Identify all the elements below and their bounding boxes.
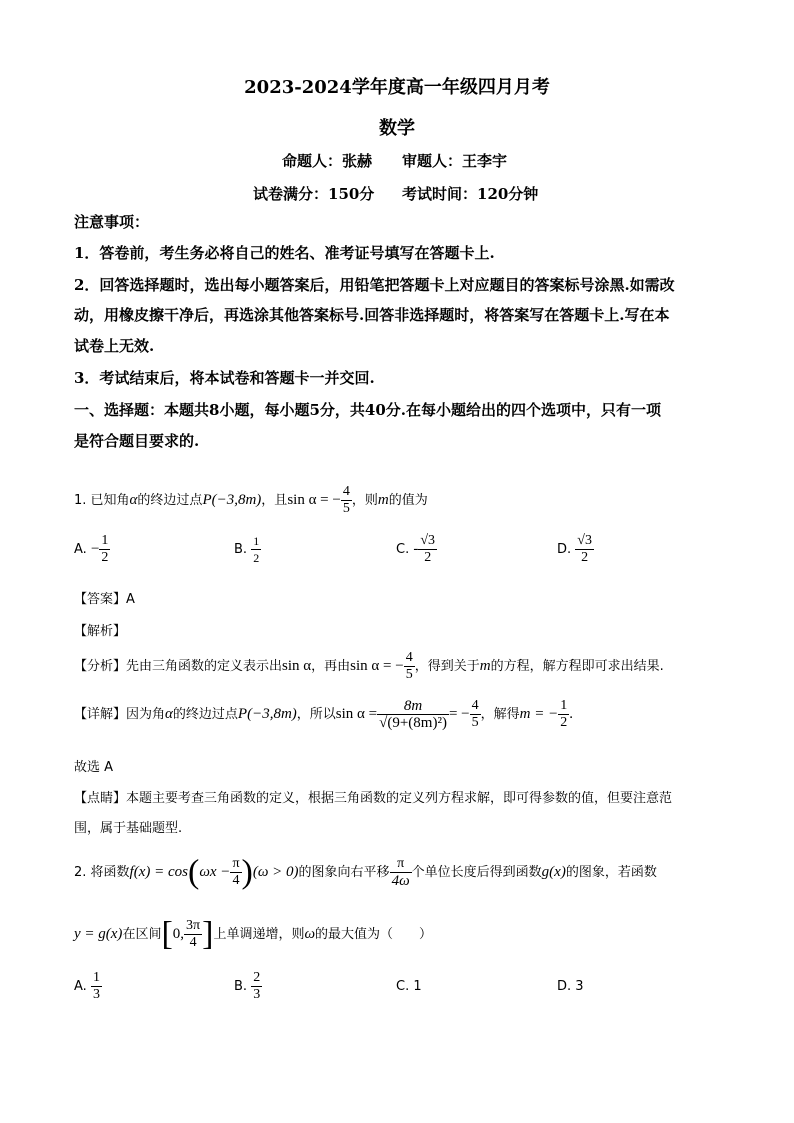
dianjing-tag: 【点睛】 bbox=[74, 791, 127, 806]
q2-option-b-den: 3 bbox=[253, 987, 261, 1002]
q1-mid: 的终边过点 bbox=[137, 493, 203, 508]
q2-option-a-frac bbox=[91, 970, 102, 1003]
q1-option-c-label: C. bbox=[396, 542, 410, 557]
q2-option-d[interactable]: D. 3 bbox=[557, 979, 584, 994]
q2-interval-frac bbox=[184, 918, 202, 951]
answer-tag: 【答案】 bbox=[74, 592, 127, 607]
q2-line2-b: 上单调递增，则 bbox=[213, 927, 305, 942]
q1-prefix: 1. 已知角 bbox=[74, 493, 130, 508]
notice-item-2-line-2: 动，用橡皮擦干净后，再选涂其他答案标号.回答非选择题时，将答案写在答题卡上.写在本 bbox=[74, 306, 670, 324]
q1-answer bbox=[74, 588, 135, 607]
q1-frac-num: 4 bbox=[342, 484, 350, 499]
q1-option-d[interactable] bbox=[557, 533, 594, 566]
notice-item-1: 1．答卷前，考生务必将自己的姓名、准考证号填写在答题卡上. bbox=[74, 244, 495, 262]
q1-m: m bbox=[377, 492, 389, 508]
q1-xiangjie bbox=[74, 692, 573, 737]
q1-comma: ，且 bbox=[261, 493, 288, 508]
xj-eq: = − bbox=[448, 706, 470, 722]
q1-option-a-sign: − bbox=[90, 541, 100, 557]
q2-interval-0: 0, bbox=[172, 926, 185, 942]
xj-den3: 2 bbox=[560, 715, 568, 730]
q1-tail2: 的值为 bbox=[388, 493, 428, 508]
q2-prefix: 2. 将函数 bbox=[74, 865, 130, 880]
q1-option-c-sign: - bbox=[413, 541, 419, 557]
q1-option-b-label: B. bbox=[234, 542, 248, 557]
q2-line2-c: 的最大值为（ ） bbox=[315, 927, 433, 942]
fenxi-den: 5 bbox=[405, 667, 413, 682]
q2-option-b-frac bbox=[251, 970, 262, 1003]
q1-option-b-frac bbox=[251, 533, 261, 566]
xj-end: . bbox=[569, 706, 573, 722]
q1-dianjing-line-1 bbox=[74, 787, 672, 806]
dianjing-line-1: 本题主要考查三角函数的定义，根据三角函数的定义列方程求解，即可得参数的值，但要注意范 bbox=[126, 791, 673, 806]
xj-alpha: α bbox=[165, 706, 173, 722]
q2-paren-open: ( bbox=[187, 853, 200, 891]
q2-option-a-den: 3 bbox=[92, 987, 100, 1002]
q1-option-c-frac bbox=[418, 533, 437, 566]
q1-frac-den: 5 bbox=[342, 501, 350, 516]
q2-interval-den: 4 bbox=[189, 935, 197, 950]
exam-title: 2023-2024学年度高一年级四月月考 bbox=[244, 77, 550, 98]
q1-dianjing-line-2: 围，属于基础题型. bbox=[74, 821, 183, 836]
xj-frac3 bbox=[558, 698, 569, 731]
xj-num: 8m bbox=[377, 698, 449, 715]
q2-tail: 的图象，若函数 bbox=[565, 865, 657, 880]
q2-cond: (ω > 0) bbox=[252, 864, 299, 880]
q1-option-d-den: 2 bbox=[581, 550, 589, 565]
xj-a: 因为角 bbox=[126, 707, 166, 722]
question-1-stem bbox=[74, 480, 428, 521]
q2-shift-num: π bbox=[390, 856, 412, 873]
xj-d: ，解得 bbox=[480, 707, 520, 722]
q2-four: 4 bbox=[232, 873, 240, 888]
xj-c: ，所以 bbox=[296, 707, 336, 722]
fenxi-a: 先由三角函数的定义表示出 bbox=[126, 659, 283, 674]
q1-option-b[interactable] bbox=[234, 533, 261, 566]
q1-option-a-den: 2 bbox=[101, 550, 109, 565]
xj-frac bbox=[377, 698, 449, 731]
answer-value: A bbox=[126, 592, 135, 607]
q2-pi-over-4 bbox=[230, 856, 241, 889]
fenxi-m: m bbox=[479, 658, 491, 674]
reviewer: 审题人：王李宇 bbox=[402, 152, 508, 170]
q2-option-a-label: A. bbox=[74, 979, 87, 994]
q2-line2-func: y = g(x) bbox=[74, 926, 123, 942]
q2-option-b-num: 2 bbox=[253, 970, 261, 985]
fenxi-d: 的方程，解方程即可求出结果. bbox=[490, 659, 664, 674]
xj-den: √(9+(8m)²) bbox=[379, 715, 447, 731]
fenxi-num: 4 bbox=[405, 650, 413, 665]
subject-title: 数学 bbox=[379, 118, 415, 139]
fenxi-sin: sin α bbox=[282, 658, 312, 674]
q2-omega: ω bbox=[304, 926, 316, 942]
xj-frac2 bbox=[470, 698, 481, 731]
q1-option-a-frac bbox=[99, 533, 110, 566]
q1-option-d-num: √3 bbox=[577, 533, 592, 548]
q1-option-c[interactable] bbox=[396, 533, 437, 566]
question-2-line-1 bbox=[74, 852, 657, 893]
q2-option-b-label: B. bbox=[234, 979, 248, 994]
q2-paren-close: ) bbox=[241, 853, 253, 891]
xj-point: P(−3,8m) bbox=[237, 706, 297, 722]
exam-time: 考试时间：120分钟 bbox=[402, 185, 539, 203]
q2-mid: 的图象向右平移 bbox=[298, 865, 390, 880]
xiangjie-tag: 【详解】 bbox=[74, 707, 127, 722]
q1-option-c-num: √3 bbox=[420, 533, 436, 548]
q2-bracket-open: [ bbox=[161, 915, 173, 953]
q1-option-b-den: 2 bbox=[253, 551, 260, 565]
q2-g: g(x) bbox=[541, 864, 566, 880]
q2-pi: π bbox=[232, 856, 240, 871]
q2-line2-a: 在区间 bbox=[122, 927, 162, 942]
q2-option-b[interactable] bbox=[234, 970, 262, 1003]
q2-bracket-close: ] bbox=[202, 915, 214, 953]
q1-sin: sin α = − bbox=[287, 492, 341, 508]
xj-b: 的终边过点 bbox=[172, 707, 238, 722]
q2-shift-frac bbox=[390, 856, 412, 889]
xj-sin: sin α = bbox=[335, 706, 378, 722]
q1-option-a-num: 1 bbox=[101, 533, 109, 548]
notice-item-2-line-1: 2．回答选择题时，选出每小题答案后，用铅笔把答题卡上对应题目的答案标号涂黑.如需改 bbox=[74, 276, 675, 294]
q1-option-c-den: 2 bbox=[424, 550, 432, 565]
q1-fraction bbox=[341, 484, 352, 517]
q1-guxuan: 故选 A bbox=[74, 760, 114, 775]
xj-num2: 4 bbox=[471, 698, 479, 713]
notice-heading: 注意事项： bbox=[74, 213, 150, 231]
xj-res: m = − bbox=[519, 706, 559, 722]
q1-point: P(−3,8m) bbox=[202, 492, 262, 508]
q2-interval-num: 3π bbox=[186, 918, 201, 933]
analysis-tag: 【解析】 bbox=[74, 624, 127, 639]
q2-shift-den: 4ω bbox=[391, 873, 410, 889]
q1-option-a-label: A. bbox=[74, 542, 87, 557]
fenxi-sin2: sin α = − bbox=[350, 658, 404, 674]
q2-inner: ωx − bbox=[199, 864, 231, 880]
fenxi-c: ，得到关于 bbox=[414, 659, 480, 674]
xj-den2: 5 bbox=[471, 715, 479, 730]
q1-alpha: α bbox=[129, 492, 138, 508]
notice-item-3: 3．考试结束后，将本试卷和答题卡一并交回. bbox=[74, 369, 375, 387]
q1-option-d-label: D. bbox=[557, 542, 572, 557]
q2-mid2: 个单位长度后得到函数 bbox=[411, 865, 542, 880]
xj-num3: 1 bbox=[560, 698, 568, 713]
q1-tail1: ，则 bbox=[351, 493, 378, 508]
section-1-line-1: 一、选择题：本题共8小题，每小题5分，共40分.在每小题给出的四个选项中，只有一项 bbox=[74, 401, 661, 419]
question-2-line-2 bbox=[74, 914, 432, 955]
q1-option-d-frac bbox=[575, 533, 594, 566]
q2-option-c[interactable]: C. 1 bbox=[396, 979, 422, 994]
section-1-line-2: 是符合题目要求的. bbox=[74, 432, 200, 450]
q2-option-a[interactable] bbox=[74, 970, 102, 1003]
q1-option-b-num: 1 bbox=[253, 534, 260, 548]
q1-option-a[interactable] bbox=[74, 533, 110, 566]
full-marks: 试卷满分：150分 bbox=[253, 185, 375, 203]
q2-option-a-num: 1 bbox=[92, 970, 100, 985]
setter: 命题人：张赫 bbox=[282, 152, 373, 170]
fenxi-b: ，再由 bbox=[311, 659, 351, 674]
fenxi-frac bbox=[404, 650, 415, 683]
q1-fenxi bbox=[74, 647, 664, 686]
notice-item-2-line-3: 试卷上无效. bbox=[74, 337, 155, 355]
q2-func: f(x) = cos bbox=[129, 864, 188, 880]
fenxi-tag: 【分析】 bbox=[74, 659, 127, 674]
